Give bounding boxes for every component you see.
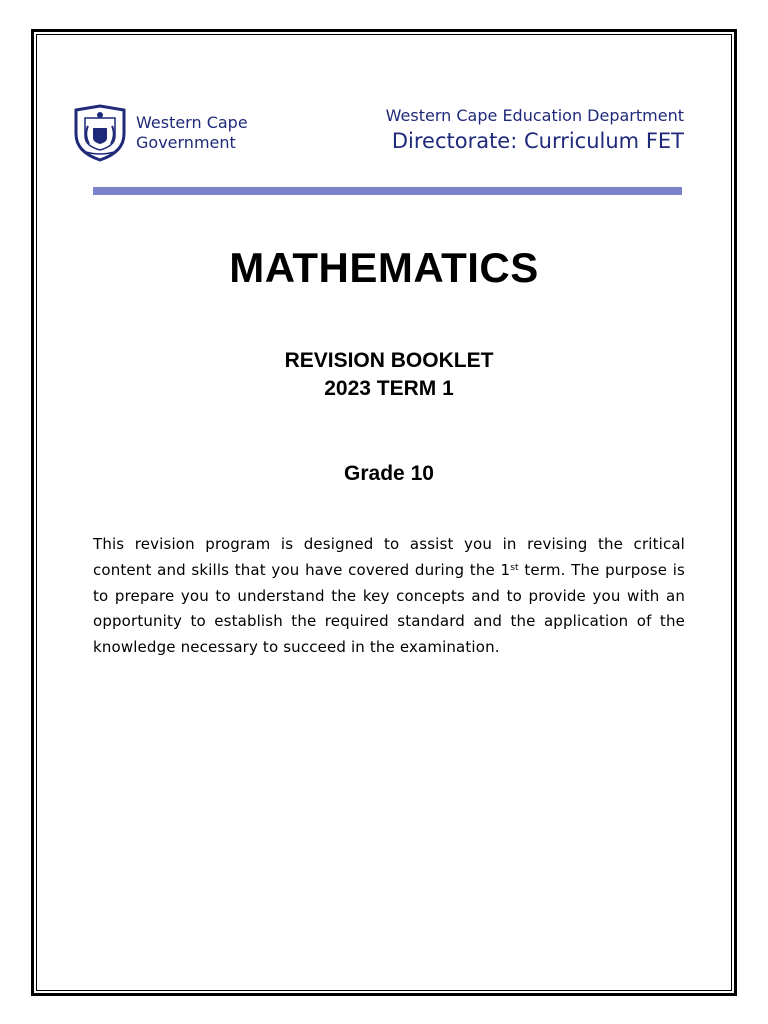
coat-of-arms-icon	[70, 104, 130, 162]
intro-paragraph	[93, 532, 685, 661]
intro-text-part-2: term. The purpose is to prepare you to understand the key concepts and to provide you with an opportunity to establish the required standard and the application of the knowledge necessary to succeed in the examination.	[93, 560, 685, 657]
document-title: MATHEMATICS	[229, 244, 539, 291]
header-divider	[93, 187, 682, 195]
department-name: Western Cape Education Department	[385, 106, 684, 125]
grade-label: Grade 10	[344, 462, 434, 485]
subtitle-line-2: 2023 TERM 1	[324, 377, 454, 400]
directorate-name: Directorate: Curriculum FET	[391, 129, 684, 153]
western-cape-government-logo	[70, 104, 280, 164]
logo-line-1: Western Cape	[136, 113, 248, 132]
intro-text-part-1: This revision program is designed to assist you in revising the critical content and skills that you have covered during the 1	[93, 535, 685, 579]
department-header	[386, 105, 684, 155]
page-border-inner	[36, 34, 732, 991]
logo-line-2: Government	[136, 133, 236, 152]
subtitle-line-1: REVISION BOOKLET	[284, 349, 494, 372]
ordinal-suffix: st	[510, 562, 519, 573]
